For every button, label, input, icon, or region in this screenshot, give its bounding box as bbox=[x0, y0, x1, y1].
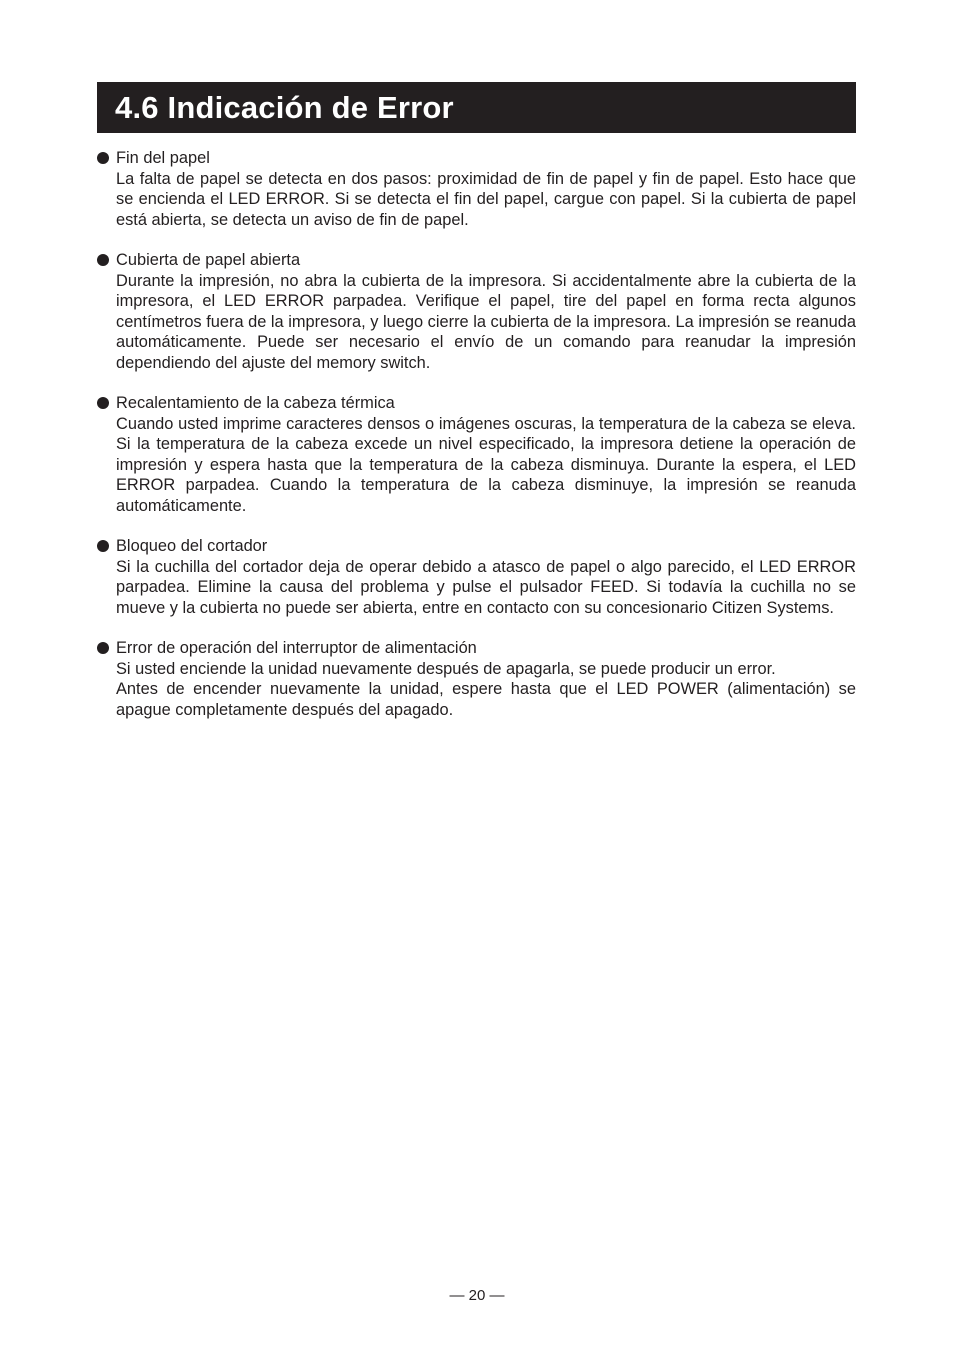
error-list bbox=[97, 148, 856, 740]
error-item-paper-end bbox=[97, 148, 856, 230]
bullet-icon bbox=[97, 397, 109, 409]
error-item-title: Bloqueo del cortador bbox=[116, 537, 268, 555]
error-item-title: Fin del papel bbox=[116, 149, 210, 167]
bullet-icon bbox=[97, 540, 109, 552]
error-item-paragraph: Durante la impresión, no abra la cubierta de la impresora. Si accidentalmente abre la cubierta de la impresora, el LED ERROR parpadea. Verifique el papel, tire del papel en forma recta algunos centímetros fuera de la impresora, y luego cierre la cubierta de la impresora. La impresión se reanuda automáticamente. Puede ser necesario el envío de un comando para reanudar la impresión dependiendo del ajuste del memory switch. bbox=[116, 271, 856, 372]
error-item-paragraph: Si usted enciende la unidad nuevamente después de apagarla, se puede producir un error. bbox=[116, 659, 776, 678]
bullet-icon bbox=[97, 152, 109, 164]
error-item-title: Recalentamiento de la cabeza térmica bbox=[116, 394, 395, 412]
error-item-description bbox=[116, 169, 856, 231]
error-item-power-switch bbox=[97, 638, 856, 720]
error-item-cutter-lock bbox=[97, 536, 856, 618]
error-item-head-overheat bbox=[97, 393, 856, 516]
page-number: — 20 — bbox=[449, 1287, 505, 1304]
error-item-description bbox=[116, 659, 856, 721]
bullet-icon bbox=[97, 254, 109, 266]
error-item-description bbox=[116, 414, 856, 517]
error-item-cover-open bbox=[97, 250, 856, 373]
error-item-description bbox=[116, 271, 856, 374]
error-item-paragraph: Antes de encender nuevamente la unidad, espere hasta que el LED POWER (alimentación) se apague completamente después del apagado. bbox=[116, 680, 856, 719]
section-title: 4.6 Indicación de Error bbox=[115, 90, 454, 125]
bullet-icon bbox=[97, 642, 109, 654]
section-header bbox=[97, 82, 856, 133]
error-item-paragraph: La falta de papel se detecta en dos pasos: proximidad de fin de papel y fin de papel. Esto hace que se encienda el LED ERROR. Si se detecta el fin del papel, cargue con papel. Si la cubierta de papel está abierta, se detecta un aviso de fin de papel. bbox=[116, 169, 856, 229]
error-item-paragraph: Si la cuchilla del cortador deja de operar debido a atasco de papel o algo parecido, el LED ERROR parpadea. Elimine la causa del problema y pulse el pulsador FEED. Si todavía la cuchilla no se mueve y la cubierta no puede ser abierta, entre en contacto con su concesionario Citizen Systems. bbox=[116, 557, 856, 617]
error-item-paragraph: Cuando usted imprime caracteres densos o imágenes oscuras, la temperatura de la cabeza se eleva. Si la temperatura de la cabeza excede un nivel especificado, la impresora detiene la operación de impresión y espera hasta que la temperatura de la cabeza disminuya. Durante la espera, el LED ERROR parpadea. Cuando la temperatura de la cabeza disminuye, la impresión se reanuda automáticamente. bbox=[116, 414, 856, 515]
error-item-title: Error de operación del interruptor de alimentación bbox=[116, 639, 477, 657]
error-item-title: Cubierta de papel abierta bbox=[116, 251, 301, 269]
error-item-description bbox=[116, 557, 856, 619]
